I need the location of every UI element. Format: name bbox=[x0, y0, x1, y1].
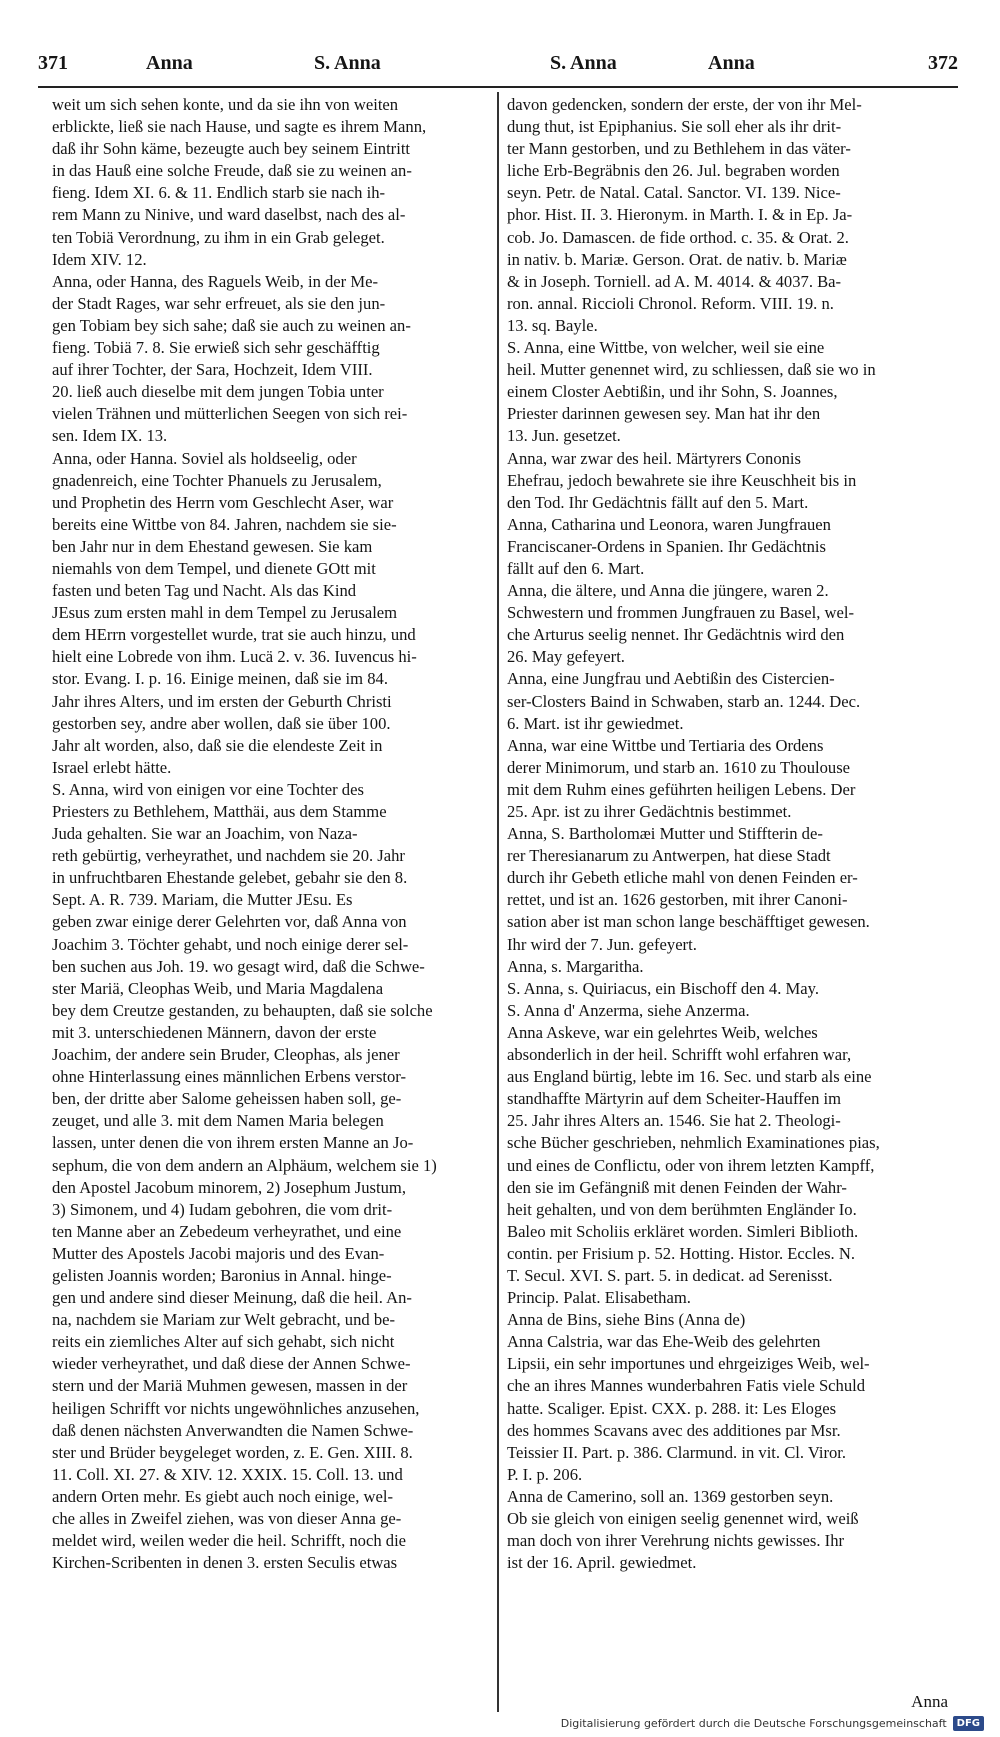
text-line: gnadenreich, eine Tochter Phanuels zu Jerusalem, bbox=[52, 470, 382, 490]
text-line: erblickte, ließ sie nach Hause, und sagte es ihrem Mann, bbox=[52, 117, 427, 137]
text-line: T. Secul. XVI. S. part. 5. in dedicat. ad Serenisst. bbox=[507, 1265, 833, 1285]
text-line: niemahls von dem Tempel, und dienete GOtt mit bbox=[52, 558, 376, 578]
text-line: heiligen Schrifft vor nichts ungewöhnliches anzusehen, bbox=[52, 1398, 420, 1418]
text-line: und eines de Conflictu, oder von ihrem letzten Kampff, bbox=[507, 1155, 875, 1175]
text-line: derer Minimorum, und starb an. 1610 zu Thoulouse bbox=[507, 757, 851, 777]
text-line: daß ihr Sohn käme, bezeugte auch bey seinem Eintritt bbox=[52, 139, 411, 159]
left-center-head: S. Anna bbox=[314, 52, 381, 74]
text-line: mit 3. unterschiedenen Männern, davon der erste bbox=[52, 1022, 377, 1042]
text-line: 13. sq. Bayle. bbox=[507, 315, 598, 335]
text-line: phor. Hist. II. 3. Hieronym. in Marth. I. & in Ep. Ja- bbox=[507, 205, 853, 225]
text-line: S. Anna, eine Wittbe, von welcher, weil sie eine bbox=[507, 338, 825, 358]
text-line: ten Manne aber an Zebedeum verheyrathet, und eine bbox=[52, 1221, 402, 1241]
text-line: Anna, eine Jungfrau und Aebtißin des Cistercien- bbox=[507, 669, 835, 689]
text-line: reth gebürtig, verheyrathet, und nachdem sie 20. Jahr bbox=[52, 846, 405, 866]
text-line: contin. per Frisium p. 52. Hotting. Histor. Eccles. N. bbox=[507, 1243, 855, 1263]
text-line: ten Tobiä Verordnung, zu ihm in ein Grab geleget. bbox=[52, 227, 385, 247]
text-line: Idem XIV. 12. bbox=[52, 249, 147, 269]
text-line: den Tod. Ihr Gedächtnis fällt auf den 5. Mart. bbox=[507, 492, 809, 512]
text-line: heit gehalten, und von dem berühmten Engländer Io. bbox=[507, 1199, 857, 1219]
text-line: 3) Simonem, und 4) Iudam gebohren, die vom drit- bbox=[52, 1199, 393, 1219]
text-line: Anna, oder Hanna, des Raguels Weib, in der Me- bbox=[52, 271, 378, 291]
text-line: den Apostel Jacobum minorem, 2) Josephum Justum, bbox=[52, 1177, 406, 1197]
text-line: Anna, Catharina und Leonora, waren Jungfrauen bbox=[507, 514, 831, 534]
text-line: sche Bücher geschrieben, nehmlich Examinationes pias, bbox=[507, 1133, 880, 1153]
text-line: Anna de Bins, siehe Bins (Anna de) bbox=[507, 1310, 746, 1330]
text-line: bey dem Creutze gestanden, zu behaupten, daß sie solche bbox=[52, 1000, 433, 1020]
left-column bbox=[52, 94, 490, 1574]
text-line: S. Anna, s. Quiriacus, ein Bischoff den 4. May. bbox=[507, 978, 820, 998]
text-line: meldet wird, weilen weder die heil. Schrifft, noch die bbox=[52, 1531, 407, 1551]
text-line: Kirchen-Scribenten in denen 3. ersten Seculis etwas bbox=[52, 1553, 398, 1573]
text-line: sen. Idem IX. 13. bbox=[52, 426, 168, 446]
text-line: JEsus zum ersten mahl in dem Tempel zu Jerusalem bbox=[52, 603, 398, 623]
text-line: P. I. p. 206. bbox=[507, 1464, 583, 1484]
text-line: davon gedencken, sondern der erste, der von ihr Mel- bbox=[507, 95, 862, 114]
footer-credit: Digitalisierung gefördert durch die Deutsche Forschungsgemeinschaft bbox=[560, 1716, 947, 1730]
text-line: einem Closter Aebtißin, und ihr Sohn, S. Joannes, bbox=[507, 382, 838, 402]
text-line: 6. Mart. ist ihr gewiedmet. bbox=[507, 713, 684, 733]
text-line: & in Joseph. Torniell. ad A. M. 4014. & 4037. Ba- bbox=[507, 271, 842, 291]
text-line: rem Mann zu Ninive, und ward daselbst, nach des al- bbox=[52, 205, 406, 225]
text-line: Schwestern und frommen Jungfrauen zu Basel, wel- bbox=[507, 603, 854, 623]
text-line: und Prophetin des Herrn vom Geschlecht Aser, war bbox=[52, 492, 394, 512]
text-line: ster und Brüder beygeleget worden, z. E. Gen. XIII. 8. bbox=[52, 1442, 413, 1462]
text-line: ster Mariä, Cleophas Weib, und Maria Magdalena bbox=[52, 978, 384, 998]
text-line: liche Erb-Begräbnis den 26. Jul. begraben worden bbox=[507, 161, 840, 181]
text-line: ron. annal. Riccioli Chronol. Reform. VIII. 19. n. bbox=[507, 293, 834, 313]
text-line: 20. ließ auch dieselbe mit dem jungen Tobia unter bbox=[52, 382, 384, 402]
text-line: Anna, oder Hanna. Soviel als holdseelig, oder bbox=[52, 448, 357, 468]
text-line: ter Mann gestorben, und zu Bethlehem in das väter- bbox=[507, 139, 851, 159]
text-line: heil. Mutter genennet wird, zu schliessen, daß sie wo in bbox=[507, 360, 876, 380]
text-line: stor. Evang. I. p. 16. Einige meinen, daß sie im 84. bbox=[52, 669, 388, 689]
text-line: der Stadt Rages, war sehr erfreuet, als sie den jun- bbox=[52, 293, 386, 313]
text-line: fällt auf den 6. Mart. bbox=[507, 558, 645, 578]
text-line: 26. May gefeyert. bbox=[507, 647, 625, 667]
left-page-number: 371 bbox=[38, 52, 68, 74]
text-line: bereits eine Wittbe von 84. Jahren, nachdem sie sie- bbox=[52, 514, 397, 534]
text-line: Jahr alt worden, also, daß sie die elendeste Zeit in bbox=[52, 735, 383, 755]
text-line: che alles in Zweifel ziehen, was von dieser Anna ge- bbox=[52, 1509, 402, 1528]
column-divider bbox=[497, 92, 499, 1712]
text-line: 11. Coll. XI. 27. & XIV. 12. XXIX. 15. Coll. 13. und bbox=[52, 1464, 403, 1484]
text-line: mit dem Ruhm eines geführten heiligen Lebens. Der bbox=[507, 779, 856, 799]
text-line: daß denen nächsten Anverwandten die Namen Schwe- bbox=[52, 1420, 414, 1440]
text-line: Joachim, der andere sein Bruder, Cleophas, als jener bbox=[52, 1045, 400, 1065]
text-line: in das Hauß eine solche Freude, daß sie zu weinen an- bbox=[52, 161, 412, 181]
right-running-head: Anna bbox=[708, 52, 755, 74]
text-line: durch ihr Gebeth etliche mahl von denen Feinden er- bbox=[507, 868, 858, 888]
text-line: na, nachdem sie Mariam zur Welt gebracht, und be- bbox=[52, 1310, 396, 1330]
text-line: dem HErrn vorgestellet wurde, trat sie auch hinzu, und bbox=[52, 625, 416, 645]
text-line: ben suchen aus Joh. 19. wo gesagt wird, daß die Schwe- bbox=[52, 956, 425, 976]
text-line: Anna, s. Margaritha. bbox=[507, 956, 644, 976]
text-line: che an ihres Mannes wunderbahren Fatis viele Schuld bbox=[507, 1376, 866, 1396]
catchword: Anna bbox=[911, 1692, 948, 1711]
header-rule bbox=[38, 86, 958, 88]
text-line: in nativ. b. Mariæ. Gerson. Orat. de nativ. b. Mariæ bbox=[507, 249, 847, 269]
text-line: gen und andere sind dieser Meinung, daß die heil. An- bbox=[52, 1288, 412, 1308]
text-line: Princip. Palat. Elisabetham. bbox=[507, 1288, 691, 1308]
text-line: S. Anna, wird von einigen vor eine Tochter des bbox=[52, 779, 364, 799]
right-center-head: S. Anna bbox=[550, 52, 617, 74]
text-line: ben Jahr nur in dem Ehestand gewesen. Sie kam bbox=[52, 536, 373, 556]
text-line: Lipsii, ein sehr importunes und ehrgeiziges Weib, wel- bbox=[507, 1354, 870, 1374]
text-line: dung thut, ist Epiphanius. Sie soll eher als ihr drit- bbox=[507, 117, 842, 137]
text-line: zeuget, und alle 3. mit dem Namen Maria belegen bbox=[52, 1111, 384, 1131]
text-line: Anna, war eine Wittbe und Tertiaria des Ordens bbox=[507, 735, 824, 755]
text-line: 25. Jahr ihres Alters an. 1546. Sie hat 2. Theologi- bbox=[507, 1111, 841, 1131]
text-line: weit um sich sehen konte, und da sie ihn von weiten bbox=[52, 95, 399, 114]
text-line: wieder verheyrathet, und daß diese der Annen Schwe- bbox=[52, 1354, 411, 1374]
text-line: hielt eine Lobrede von ihm. Lucä 2. v. 36. Iuvencus hi- bbox=[52, 647, 417, 667]
text-line: hatte. Scaliger. Epist. CXX. p. 288. it: Les Eloges bbox=[507, 1398, 837, 1418]
text-line: Juda gehalten. Sie war an Joachim, von Naza- bbox=[52, 824, 358, 844]
text-line: Anna de Camerino, soll an. 1369 gestorben seyn. bbox=[507, 1486, 834, 1506]
text-line: Teissier II. Part. p. 386. Clarmund. in vit. Cl. Viror. bbox=[507, 1442, 847, 1462]
right-column bbox=[507, 94, 955, 1574]
text-line: rer Theresianarum zu Antwerpen, hat diese Stadt bbox=[507, 846, 831, 866]
text-line: sation aber ist man schon lange beschäfftiget gewesen. bbox=[507, 912, 870, 932]
text-line: Priesters zu Bethlehem, Matthäi, aus dem Stamme bbox=[52, 802, 387, 821]
text-line: in unfruchtbaren Ehestande gelebet, gebahr sie den 8. bbox=[52, 868, 408, 888]
text-line: Jahr ihres Alters, und im ersten der Geburth Christi bbox=[52, 691, 392, 711]
text-line: des hommes Scavans avec des additiones par Msr. bbox=[507, 1420, 841, 1440]
text-line: ben, der dritte aber Salome geheissen haben soll, ge- bbox=[52, 1089, 402, 1109]
text-line: man doch von ihrer Verehrung nichts gewisses. Ihr bbox=[507, 1531, 845, 1551]
text-line: reits ein ziemliches Alter auf sich gehabt, sich nicht bbox=[52, 1332, 395, 1352]
text-line: ist der 16. April. gewiedmet. bbox=[507, 1553, 697, 1573]
text-line: cob. Jo. Damascen. de fide orthod. c. 35. & Orat. 2. bbox=[507, 227, 849, 247]
text-line: lassen, unter denen die von ihrem ersten Manne an Jo- bbox=[52, 1133, 414, 1153]
text-line: seyn. Petr. de Natal. Catal. Sanctor. VI. 139. Nice- bbox=[507, 183, 841, 203]
text-line: S. Anna d' Anzerma, siehe Anzerma. bbox=[507, 1000, 750, 1020]
text-line: ohne Hinterlassung eines männlichen Erbens verstor- bbox=[52, 1067, 407, 1087]
text-line: sephum, die von dem andern an Alphäum, welchem sie 1) bbox=[52, 1155, 437, 1175]
text-line: standhaffte Märtyrin auf dem Scheiter-Hauffen im bbox=[507, 1089, 842, 1109]
text-line: che Arturus seelig nennet. Ihr Gedächtnis wird den bbox=[507, 625, 845, 645]
text-line: Sept. A. R. 739. Mariam, die Mutter JEsu. Es bbox=[52, 890, 353, 910]
text-line: vielen Trähnen und mütterlichen Seegen von sich rei- bbox=[52, 404, 408, 424]
dfg-logo: DFG bbox=[953, 1716, 984, 1731]
page-header bbox=[38, 52, 958, 84]
digitization-footer bbox=[561, 1713, 984, 1733]
left-running-head: Anna bbox=[146, 52, 193, 74]
text-line: andern Orten mehr. Es giebt auch noch einige, wel- bbox=[52, 1486, 393, 1506]
text-line: Anna, S. Bartholomæi Mutter und Stiffterin de- bbox=[507, 824, 823, 844]
text-line: rettet, und ist an. 1626 gestorben, mit ihrer Canoni- bbox=[507, 890, 848, 910]
text-line: Anna, die ältere, und Anna die jüngere, waren 2. bbox=[507, 581, 829, 601]
text-line: 25. Apr. ist zu ihrer Gedächtnis bestimmet. bbox=[507, 802, 792, 821]
text-line: fieng. Idem XI. 6. & 11. Endlich starb sie nach ih- bbox=[52, 183, 386, 203]
text-line: fieng. Tobiä 7. 8. Sie erwieß sich sehr geschäfftig bbox=[52, 338, 380, 358]
text-line: gen Tobiam bey sich sahe; daß sie auch zu weinen an- bbox=[52, 315, 411, 335]
text-line: gelisten Joannis worden; Baronius in Annal. hinge- bbox=[52, 1265, 392, 1285]
text-line: Baleo mit Scholiis erkläret worden. Simleri Biblioth. bbox=[507, 1221, 859, 1241]
text-line: Priester darinnen gewesen sey. Man hat ihr den bbox=[507, 404, 821, 424]
right-page-number: 372 bbox=[928, 52, 958, 74]
text-line: Ihr wird der 7. Jun. gefeyert. bbox=[507, 934, 697, 954]
text-line: geben zwar einige derer Gelehrten vor, daß Anna von bbox=[52, 912, 407, 932]
text-line: fasten und beten Tag und Nacht. Als das Kind bbox=[52, 581, 357, 601]
text-line: absonderlich in der heil. Schrifft wohl erfahren war, bbox=[507, 1045, 852, 1065]
text-line: Ob sie gleich von einigen seelig genennet wird, weiß bbox=[507, 1509, 859, 1528]
text-line: Anna, war zwar des heil. Märtyrers Cononis bbox=[507, 448, 801, 468]
text-line: Joachim 3. Töchter gehabt, und noch einige derer sel- bbox=[52, 934, 409, 954]
text-line: gestorben sey, andre aber wollen, daß sie über 100. bbox=[52, 713, 391, 733]
text-line: Anna Calstria, war das Ehe-Weib des gelehrten bbox=[507, 1332, 821, 1352]
text-line: auf ihrer Tochter, der Sara, Hochzeit, Idem VIII. bbox=[52, 360, 373, 380]
text-line: Franciscaner-Ordens in Spanien. Ihr Gedächtnis bbox=[507, 536, 826, 556]
text-line: den sie im Gefängniß mit denen Feinden der Wahr- bbox=[507, 1177, 847, 1197]
text-line: ser-Closters Baind in Schwaben, starb an. 1244. Dec. bbox=[507, 691, 861, 711]
text-line: Anna Askeve, war ein gelehrtes Weib, welches bbox=[507, 1022, 818, 1042]
text-line: Mutter des Apostels Jacobi majoris und des Evan- bbox=[52, 1243, 385, 1263]
text-line: aus England bürtig, lebte im 16. Sec. und starb als eine bbox=[507, 1067, 872, 1087]
text-line: 13. Jun. gesetzet. bbox=[507, 426, 621, 446]
text-line: Israel erlebt hätte. bbox=[52, 757, 172, 777]
text-line: stern und der Mariä Muhmen gewesen, massen in der bbox=[52, 1376, 408, 1396]
text-line: Ehefrau, jedoch bewahrete sie ihre Keuschheit bis in bbox=[507, 470, 857, 490]
